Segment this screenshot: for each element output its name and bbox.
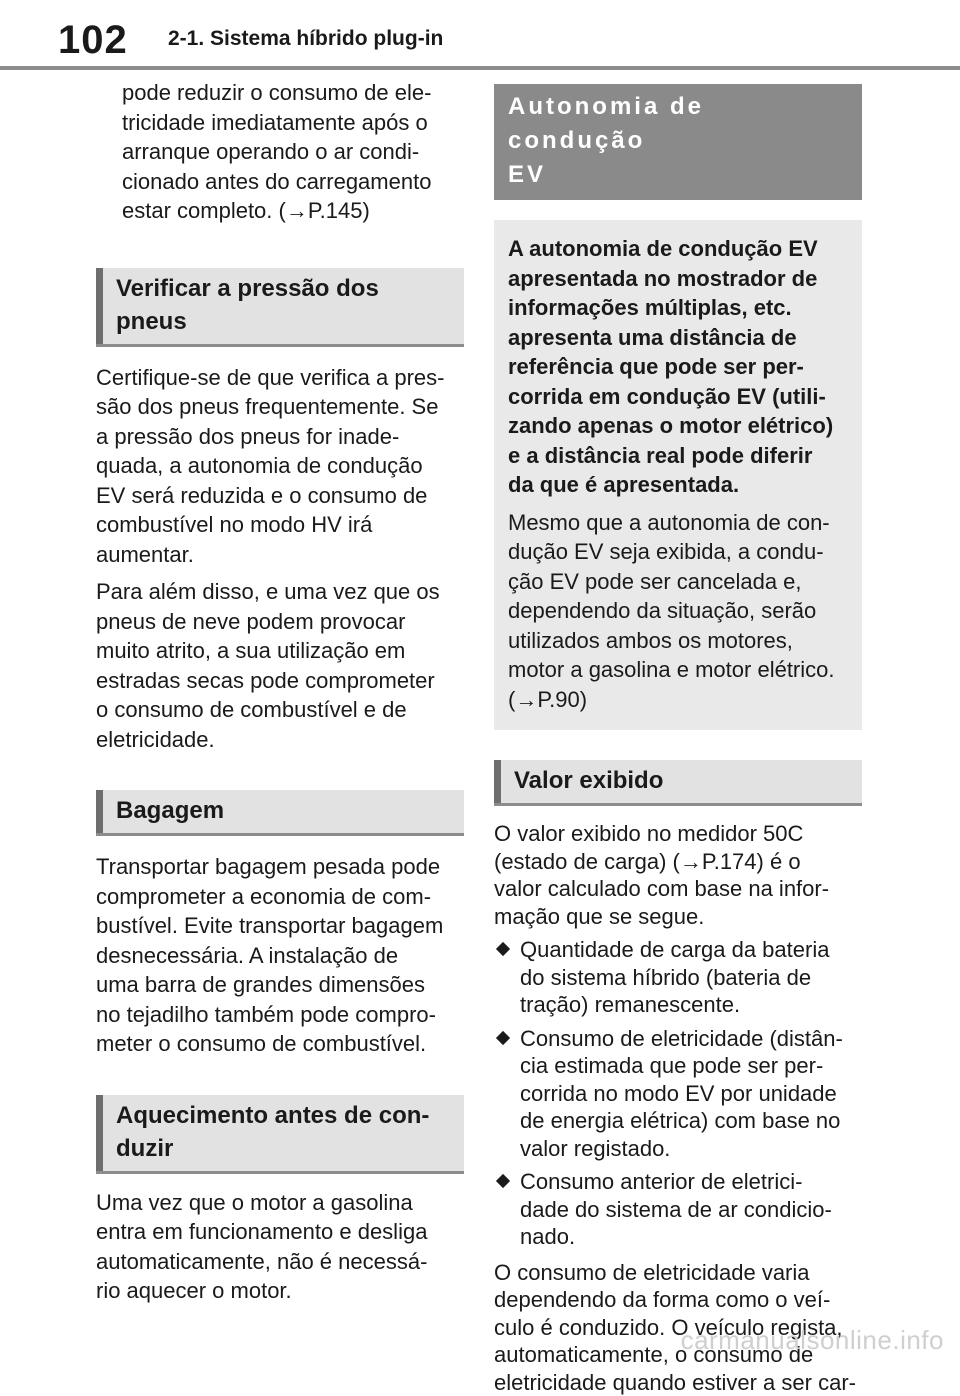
- tire-pressure-paragraph-1: Certifique-se de que verifica a pres- são dos pneus frequentemente. Se a pressão dos pneus for inade- quada, a autonomia de condução EV será reduzida e o consumo de combustível no modo HV irá aumentar.: [96, 363, 464, 570]
- heading-warm-up: Aquecimento antes de con- duzir: [96, 1095, 464, 1174]
- heading-tire-pressure: Verificar a pressão dos pneus: [96, 268, 464, 347]
- list-item: Quantidade de carga da bateria do sistema híbrido (bateria de tração) remanescente.: [494, 936, 862, 1019]
- tire-pressure-paragraph-2: Para além disso, e uma vez que os pneus de neve podem provocar muito atrito, a sua utilização em estradas secas pode comprometer o consumo de combustível e de eletricidade.: [96, 577, 464, 754]
- page-number: 102: [58, 18, 128, 63]
- info-box-body: Mesmo que a autonomia de con- dução EV seja exibida, a condu- ção EV pode ser cancelada e, dependendo da situação, serão utilizados ambos os motores, motor a gasolina e motor elétrico. (→P.90): [508, 508, 846, 715]
- list-item: Consumo de eletricidade (distân- cia estimada que pode ser per- corrida no modo EV por unidade de energia elétrica) com base no valor registado.: [494, 1025, 862, 1163]
- heading-luggage: Bagagem: [96, 790, 464, 836]
- right-column: [494, 84, 862, 1396]
- heading-ev-range: Autonomia de condução EV: [494, 84, 862, 200]
- intro-paragraph: pode reduzir o consumo de ele- tricidade imediatamente após o arranque operando o ar condi- cionado antes do carregamento estar completo. (→P.145): [96, 78, 464, 226]
- diamond-bullet-icon: [496, 1174, 510, 1188]
- watermark: carmanualsonline.info: [681, 1325, 944, 1356]
- heading-displayed-value: Valor exibido: [494, 760, 862, 806]
- ev-range-info-box: [494, 220, 862, 730]
- list-item: Consumo anterior de eletrici- dade do sistema de ar condicio- nado.: [494, 1168, 862, 1251]
- displayed-value-list: [494, 936, 862, 1251]
- info-box-lead: A autonomia de condução EV apresentada no mostrador de informações múltiplas, etc. apresenta uma distância de referência que pode ser per- corrida em condução EV (utili- zando apenas o motor elétrico) e a distância real pode diferir da que é apresentada.: [508, 234, 846, 500]
- section-title: 2-1. Sistema híbrido plug-in: [168, 27, 443, 51]
- consumption-paragraph: O consumo de eletricidade varia dependendo da forma como o veí- culo é conduzido. O veículo regista, automaticamente, o consumo de eletricidade quando estiver a ser car-: [494, 1259, 862, 1396]
- luggage-paragraph: Transportar bagagem pesada pode comprometer a economia de com- bustível. Evite transportar bagagem desnecessária. A instalação de uma barra de grandes dimensões no tejadilho também pode compro- meter o consumo de combustível.: [96, 852, 464, 1059]
- diamond-bullet-icon: [496, 1030, 510, 1044]
- left-column: [96, 78, 464, 1306]
- header-rule: [0, 66, 960, 70]
- diamond-bullet-icon: [496, 942, 510, 956]
- warm-up-paragraph: Uma vez que o motor a gasolina entra em funcionamento e desliga automaticamente, não é necessá- rio aquecer o motor.: [96, 1188, 464, 1306]
- displayed-value-paragraph: O valor exibido no medidor 50C (estado de carga) (→P.174) é o valor calculado com base na infor- mação que se segue.: [494, 820, 862, 930]
